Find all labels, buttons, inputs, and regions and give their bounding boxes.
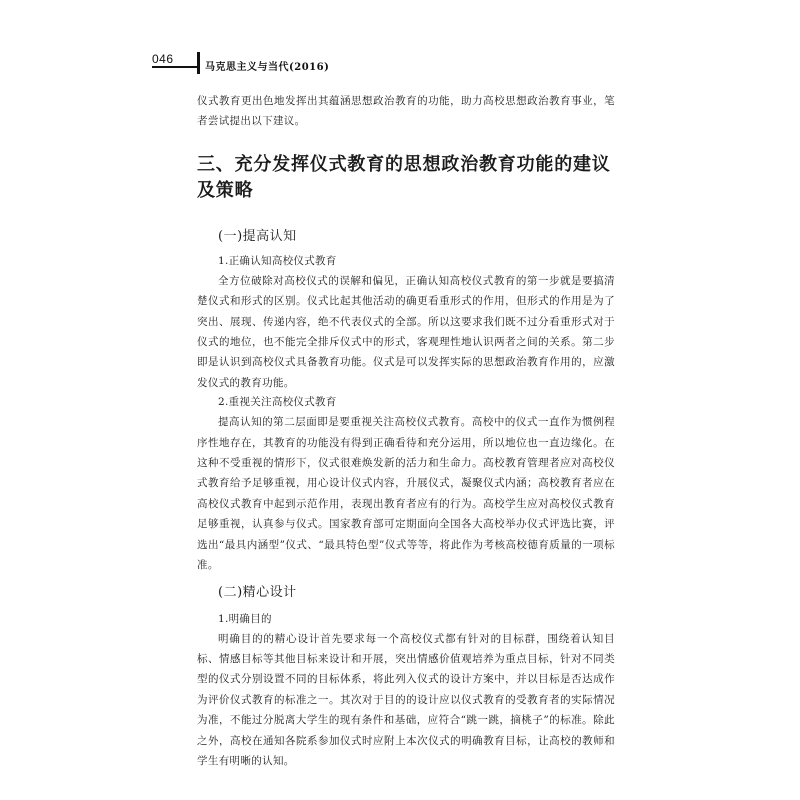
item-heading-clear-purpose: 1.明确目的 — [218, 612, 272, 625]
page-body — [197, 91, 615, 771]
page-number: 046 — [152, 52, 174, 66]
paragraph-attention: 提高认知的第二层面即是要重视关注高校仪式教育。高校中的仪式一直作为惯例程序性地存在，其教育的功能没有得到正确看待和充分运用，所以地位也一直边缘化。在这种不受重视的情形下，仪式很难焕发新的活力和生命力。高校教育管理者应对高校仪式教育给予足够重视，用心设计仪式内容，升展仪式，凝聚仪式内涵；高校教育者应在高校仪式教育中起到示范作用，表现出教育者应有的行为。高校学生应对高校仪式教育足够重视，认真参与仪式。国家教育部可定期面向全国各大高校举办仪式评选比赛，评选出“最具内涵型”仪式、“最具特色型”仪式等等，将此作为考核高校德育质量的一项标准。 — [197, 416, 615, 572]
paragraph-correct-cognition: 全方位破除对高校仪式的误解和偏见，正确认知高校仪式教育的第一步就是要搞清楚仪式和形式的区别。仪式比起其他活动的确更看重形式的作用，但形式的作用是为了突出、展现、传递内容，绝不代表仪式的全部。所以这要求我们既不过分看重形式对于仪式的地位，也不能完全排斥仪式中的形式，客观理性地认识两者之间的关系。第二步即是认识到高校仪式具备教育功能。仪式是可以发挥实际的思想政治教育作用的，应激发仪式的教育功能。 — [197, 274, 615, 389]
header-rule — [152, 66, 198, 68]
item-heading-correct-cognition: 1.正确认知高校仪式教育 — [218, 254, 337, 267]
subsection-title-cognition: (一)提高认知 — [218, 228, 297, 244]
book-title: 马克思主义与当代(2016) — [205, 62, 330, 73]
header-bar — [197, 52, 200, 74]
intro-paragraph: 仪式教育更出色地发挥出其蕴涵思想政治教育的功能，助力高校思想政治教育事业，笔者尝试提出以下建议。 — [197, 95, 615, 128]
paragraph-clear-purpose: 明确目的的精心设计首先要求每一个高校仪式都有针对的目标群，围绕着认知目标、情感目标等其他目标来设计和开展，突出情感价值观培养为重点目标，针对不同类型的仪式分别设置不同的目标体系，将此列入仪式的设计方案中，并以目标是否达成作为评价仪式教育的标准之一。其次对于目的的设计应以仪式教育的受教育者的实际情况为准，不能过分脱离大学生的现有条件和基础，应符合“跳一跳，摘桃子”的标准。除此之外，高校在通知各院系参加仪式时应附上本次仪式的明确教育目标，让高校的教师和学生有明晰的认知。 — [197, 632, 615, 767]
running-header — [0, 52, 800, 76]
item-heading-attention: 2.重视关注高校仪式教育 — [218, 396, 337, 409]
section-title: 三、充分发挥仪式教育的思想政治教育功能的建议及策略 — [197, 153, 611, 201]
subsection-title-design: (二)精心设计 — [218, 584, 297, 600]
